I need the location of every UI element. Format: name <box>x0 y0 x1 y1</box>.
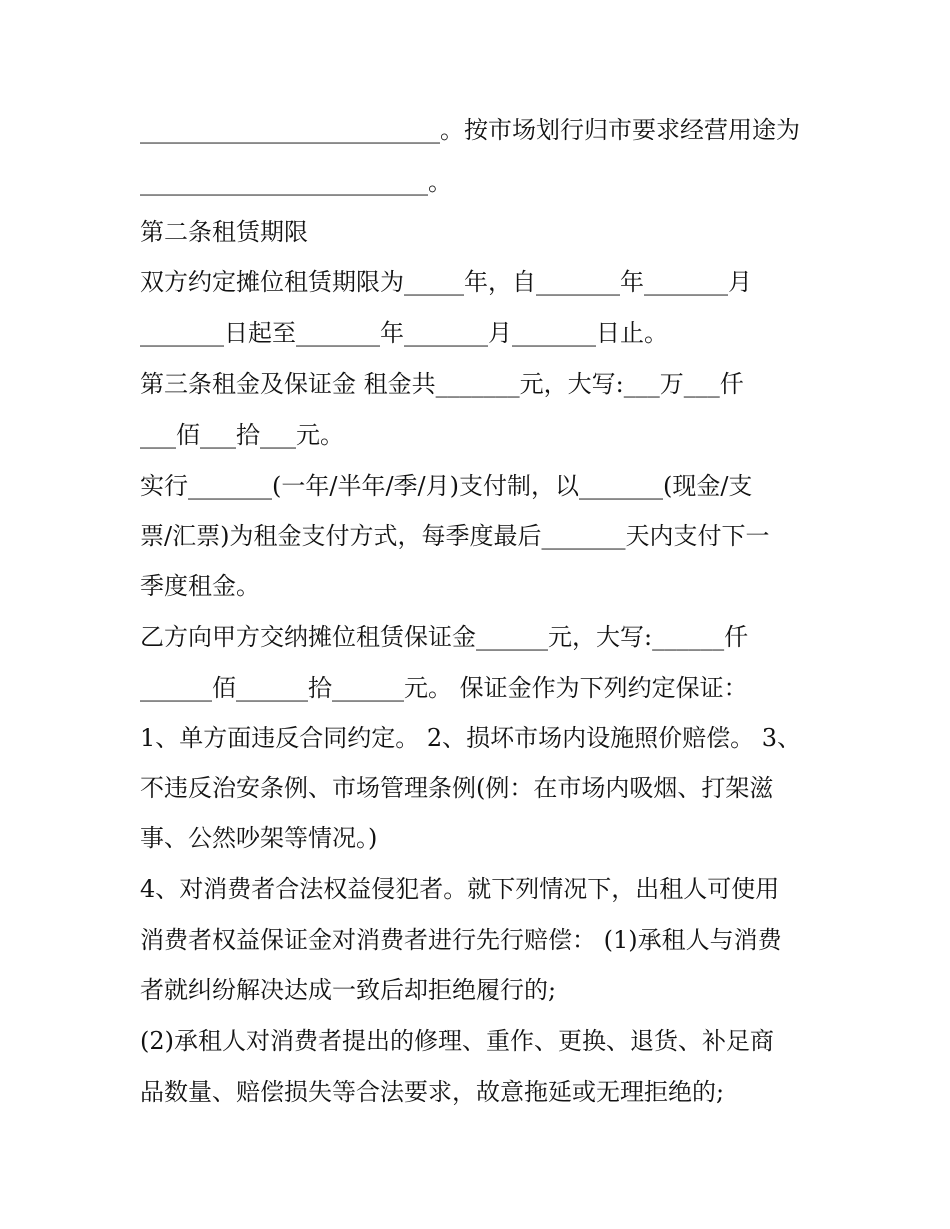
text-line: 4、对消费者合法权益侵犯者。就下列情况下，出租人可使用 <box>140 875 780 903</box>
text-line: 第三条租金及保证金 租金共_______元，大写:___万___仟 <box>140 370 744 398</box>
section-heading: 第二条租赁期限 <box>140 218 308 246</box>
text-line: 不违反治安条例、市场管理条例(例：在市场内吸烟、打架滋 <box>140 774 774 802</box>
text-line: ______佰______拾______元。 保证金作为下列约定保证： <box>140 674 748 702</box>
text-line: 双方约定摊位租赁期限为_____年，自_______年_______月 <box>140 268 752 296</box>
text-line: 消费者权益保证金对消费者进行先行赔偿： (1)承租人与消费 <box>140 926 782 954</box>
text-line: (2)承租人对消费者提出的修理、重作、更换、退货、补足商 <box>140 1027 774 1055</box>
text-line: 1、单方面违反合同约定。 2、损坏市场内设施照价赔偿。 3、 <box>140 724 802 752</box>
text-line: _______日起至_______年_______月_______日止。 <box>140 319 668 347</box>
text-line: ___佰___拾___元。 <box>140 421 344 449</box>
text-line: 票/汇票)为租金支付方式，每季度最后_______天内支付下一 <box>140 522 770 550</box>
text-line: 实行_______(一年/半年/季/月)支付制，以_______(现金/支 <box>140 472 753 500</box>
text-line: 者就纠纷解决达成一致后却拒绝履行的; <box>140 976 557 1004</box>
text-line: _________________________。按市场划行归市要求经营用途为 <box>140 116 800 144</box>
text-line: 乙方向甲方交纳摊位租赁保证金______元，大写:______仟 <box>140 623 749 651</box>
text-line: ________________________。 <box>140 168 452 196</box>
text-line: 事、公然吵架等情况。) <box>140 824 378 852</box>
text-line: 季度租金。 <box>140 572 260 600</box>
text-line: 品数量、赔偿损失等合法要求，故意拖延或无理拒绝的; <box>140 1078 725 1106</box>
